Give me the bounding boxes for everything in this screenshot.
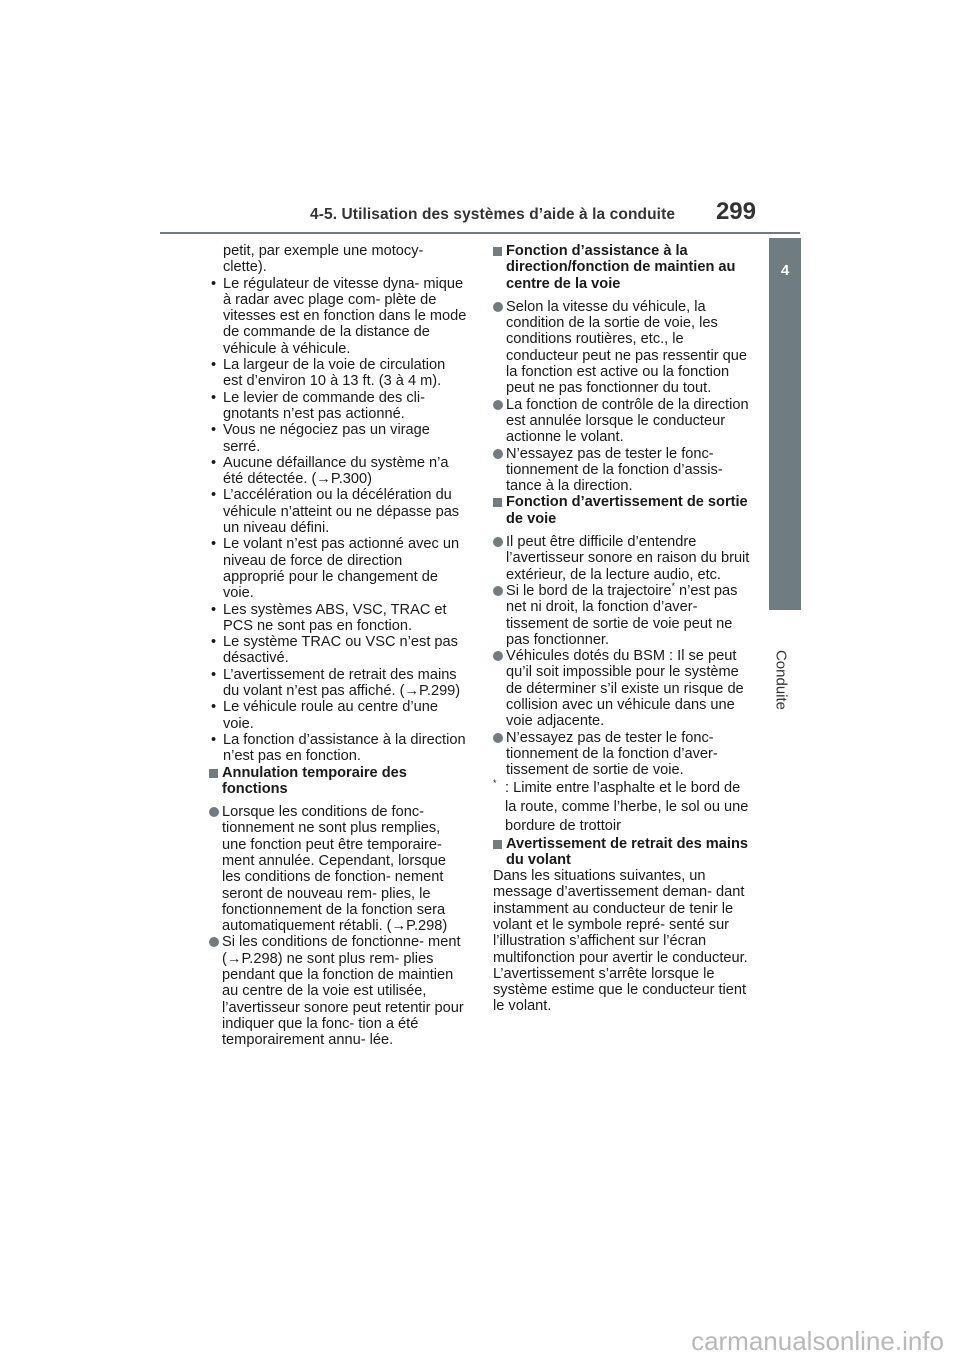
condition-item: • Le levier de commande des cli- gnotants n’est pas actionné. (209, 390, 467, 423)
chapter-label-text: Conduite (772, 649, 790, 711)
bullet-text-rest: n’est pas net ni droit, la fonction d’aver- tissement de sortie de voie peut ne pas fonctionner. (506, 582, 738, 648)
chapter-tab (769, 238, 801, 610)
bullet-item: Il peut être difficile d’entendre l’avertisseur sonore en raison du bruit extérieur, de la lecture audio, etc. (493, 534, 751, 583)
bullet-text-start: Si le bord de la trajectoire (506, 582, 672, 599)
section-heading: Annulation temporaire des fonctions (209, 765, 467, 798)
watermark: carmanualsonline.info (691, 1326, 944, 1356)
section-heading: Fonction d’assistance à la direction/fonction de maintien au centre de la voie (493, 243, 751, 292)
chapter-number: 4 (780, 262, 790, 279)
condition-item: • Vous ne négociez pas un virage serré. (209, 422, 467, 455)
right-column (493, 243, 751, 1015)
paragraph: Dans les situations suivantes, un message d’avertissement deman- dant instamment au conducteur de tenir le volant et le symbole repré- senté sur l’illustration s’affichent sur l’écran multifonction pour avertir le conducteur. L’avertissement s’arrête lorsque le système estime que le conducteur tient le volant. (493, 868, 748, 1015)
condition-item: • L’accélération ou la décélération du véhicule n’atteint ou ne dépasse pas un niveau défini. (209, 487, 467, 536)
condition-item: • La largeur de la voie de circulation est d’environ 10 à 13 ft. (3 à 4 m). (209, 357, 467, 390)
page-number: 299 (715, 198, 756, 225)
bullet-item: N’essayez pas de tester le fonc- tionnement de la fonction d’aver- tissement de sortie de voie. (493, 730, 751, 779)
condition-item: • L’avertissement de retrait des mains du volant n’est pas affiché. (→P.299) (209, 667, 467, 700)
condition-item: • Les systèmes ABS, VSC, TRAC et PCS ne sont pas en fonction. (209, 602, 467, 635)
footnote-text: : Limite entre l’asphalte et le bord de la route, comme l’herbe, le sol ou une bordure de trottoir (505, 779, 749, 834)
condition-item: • Le système TRAC ou VSC n’est pas désactivé. (209, 634, 467, 667)
chapter-label (766, 620, 796, 740)
condition-item: • Le véhicule roule au centre d’une voie. (209, 699, 467, 732)
bullet-item: La fonction de contrôle de la direction est annulée lorsque le conducteur actionne le volant. (493, 397, 751, 446)
bullet-item: Véhicules dotés du BSM : Il se peut qu’il soit impossible pour le système de déterminer s’il existe un risque de collision avec un véhicule dans une voie adjacente. (493, 648, 751, 729)
page-header (160, 200, 800, 234)
left-column (209, 243, 467, 1049)
condition-item: • Le volant n’est pas actionné avec un niveau de force de direction approprié pour le changement de voie. (209, 536, 467, 601)
section-heading: Avertissement de retrait des mains du volant (493, 836, 751, 869)
footnote (493, 779, 751, 836)
section-title: 4-5. Utilisation des systèmes d’aide à la conduite (310, 206, 676, 223)
header-divider (160, 232, 800, 234)
section-heading: Fonction d’avertissement de sortie de voie (493, 494, 751, 527)
bullet-item: Lorsque les conditions de fonc- tionnement ne sont plus remplies, une fonction peut être temporaire- ment annulée. Cependant, lorsque les conditions de fonction- nement seront de nouveau rem- plies, le fonctionnement de la fonction sera automatiquement rétabli. (→P.298) (209, 804, 467, 934)
condition-item: • La fonction d’assistance à la direction n’est pas en fonction. (209, 732, 467, 765)
bullet-item: Selon la vitesse du véhicule, la condition de la sortie de voie, les conditions routières, etc., le conducteur peut ne pas ressentir que la fonction est active ou la fonction peut ne pas fonctionner du tout. (493, 299, 751, 397)
bullet-item (493, 583, 751, 648)
bullet-item: Si les conditions de fonctionne- ment (→P.298) ne sont plus rem- plies pendant que la fonction de maintien au centre de la voie est utilisée, l’avertisseur sonore peut retentir pour indiquer que la fonc- tion a été temporairement annu- lée. (209, 934, 467, 1048)
condition-item: • Aucune défaillance du système n’a été détectée. (→P.300) (209, 455, 467, 488)
footnote-marker: * (671, 581, 675, 592)
condition-item: • Le régulateur de vitesse dyna- mique à radar avec plage com- plète de vitesses est en fonction dans le mode de commande de la distance de véhicule à véhicule. (209, 276, 467, 357)
continued-text: petit, par exemple une motocy- clette). (223, 243, 424, 276)
bullet-item: N’essayez pas de tester le fonc- tionnement de la fonction d’assis- tance à la direction. (493, 446, 751, 495)
footnote-marker: * (493, 777, 497, 788)
